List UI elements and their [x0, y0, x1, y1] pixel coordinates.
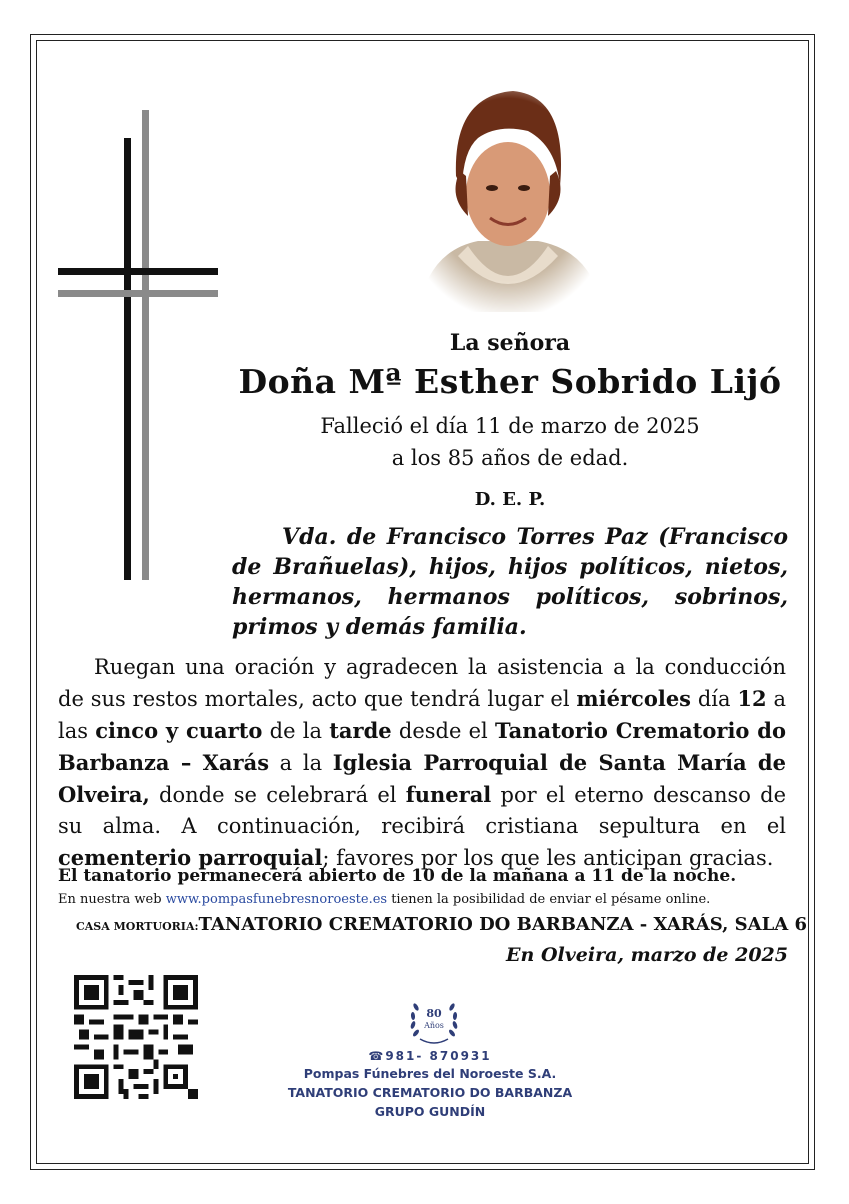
- deceased-name: Doña Mª Esther Sobrido Lijó: [238, 362, 782, 401]
- opening-hours: El tanatorio permanecerá abierto de 10 de la mañana a 11 de la noche.: [58, 866, 737, 886]
- family-list: Vda. de Francisco Torres Paz (Francisco de Brañuelas), hijos, hijos políticos, nietos, hermanos, hermanos políticos, sobrinos, primos y demás familia.: [232, 524, 788, 640]
- funeral-home-line: [76, 914, 807, 935]
- anniversary-logo: [404, 993, 464, 1047]
- website-link[interactable]: www.pompasfunebresnoroeste.es: [165, 892, 388, 907]
- cross-icon: [54, 110, 224, 580]
- group-name: GRUPO GUNDÍN: [374, 1104, 486, 1119]
- tanatorio-name: TANATORIO CREMATORIO DO BARBANZA: [287, 1085, 573, 1100]
- phone-number[interactable]: 981- 870931: [385, 1049, 492, 1063]
- age-line: a los 85 años de edad.: [391, 446, 629, 470]
- place-date: En Olveira, marzo de 2025: [506, 944, 788, 966]
- portrait-photo: [408, 76, 608, 312]
- phone-line: [220, 1049, 640, 1063]
- death-date-line: Falleció el día 11 de marzo de 2025: [320, 414, 700, 438]
- phone-icon: ☎: [368, 1049, 386, 1063]
- rip-text: D. E. P.: [474, 489, 546, 510]
- ceremony-text: Ruegan una oración y agradecen la asistencia a la conducción de sus restos mortales, acto que tendrá lugar el miércoles día 12 a las cinco y cuarto de la tarde desde el Tanatorio Crematorio do Barbanza – Xarás a la Iglesia Parroquial de Santa María de Olveira, donde se celebrará el funeral por el eterno descanso de su alma. A continuación, recibirá cristiana sepultura en el cementerio parroquial; favores por los que les anticipan gracias.: [58, 655, 786, 870]
- qr-code[interactable]: [74, 975, 198, 1099]
- funeral-home-label: CASA MORTUORIA:: [76, 920, 199, 933]
- logo-word: Años: [424, 1021, 444, 1030]
- company-name: Pompas Fúnebres del Noroeste S.A.: [303, 1066, 557, 1081]
- web-notice: En nuestra web www.pompasfunebresnoroeste.es tienen la posibilidad de enviar el pésame online.: [58, 892, 711, 907]
- funeral-home-value: TANATORIO CREMATORIO DO BARBANZA - XARÁS, SALA 6: [198, 914, 807, 935]
- title-honorific: La señora: [449, 330, 571, 356]
- logo-number: 80: [426, 1007, 442, 1020]
